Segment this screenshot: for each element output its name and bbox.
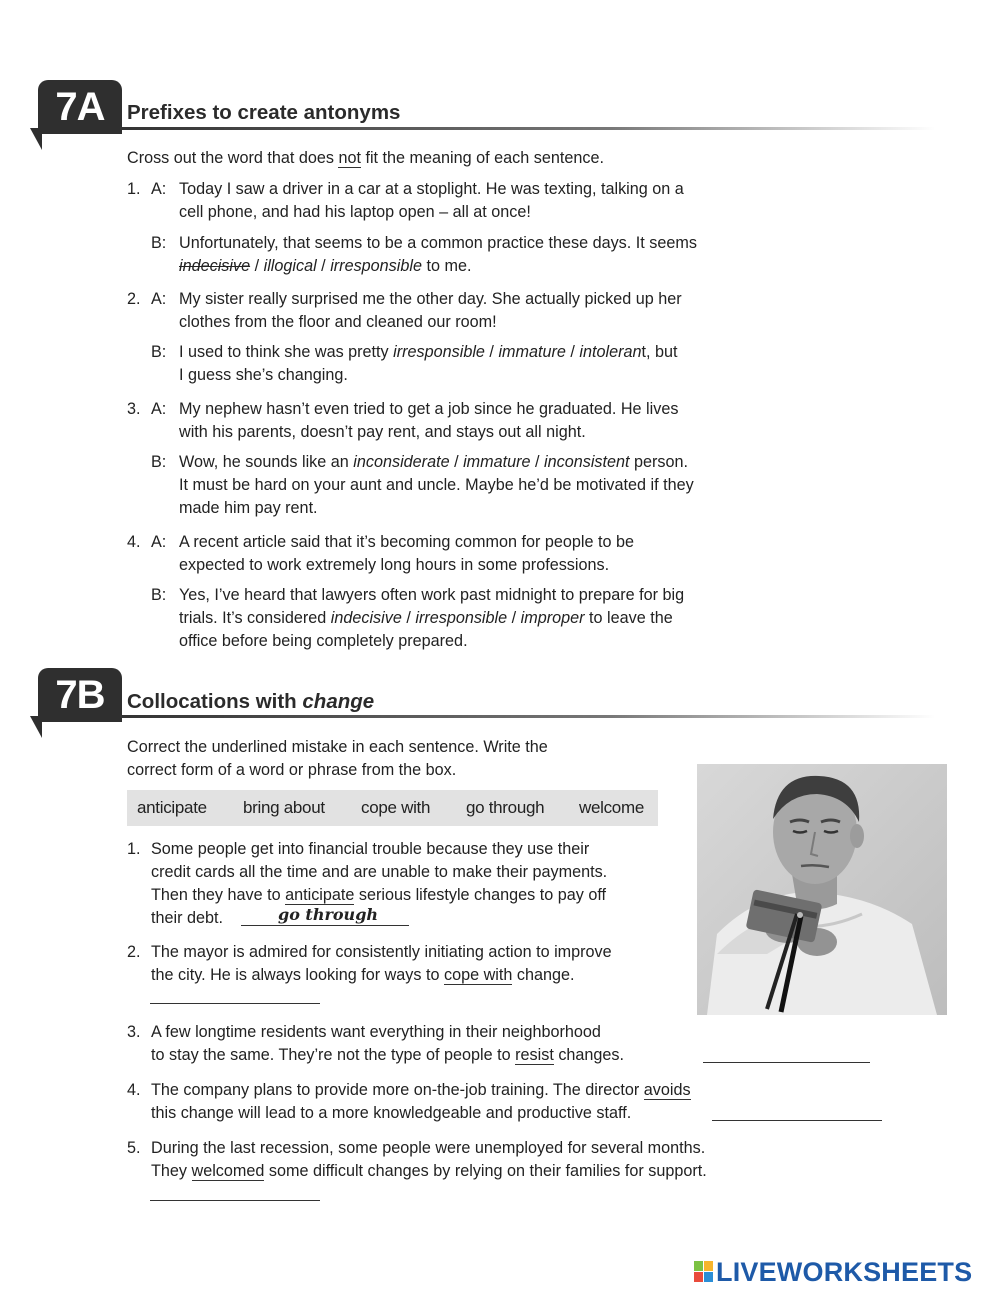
dialogue-line: indecisive / illogical / irresponsible to me. xyxy=(179,257,472,275)
section-title-7a: Prefixes to create antonyms xyxy=(127,101,401,124)
word-option[interactable]: irresponsible xyxy=(415,609,508,627)
item-number: 2. xyxy=(127,943,141,961)
item-number: 3. xyxy=(127,1023,141,1041)
word-option-crossed[interactable]: indecisive xyxy=(179,257,251,275)
underlined-word: not xyxy=(338,149,361,167)
dialogue-line: It must be hard on your aunt and uncle. Maybe he’d be motivated if they xyxy=(179,476,694,494)
dialogue-line: expected to work extremely long hours in some professions. xyxy=(179,556,610,574)
word-option[interactable]: illogical xyxy=(263,257,317,275)
dialogue-line: with his parents, doesn’t pay rent, and stays out all night. xyxy=(179,423,586,441)
word-option[interactable]: irresponsible xyxy=(393,343,485,361)
word-box-item: go through xyxy=(466,798,545,817)
speaker-label: B: xyxy=(151,234,167,252)
section-rule-7b xyxy=(120,715,935,718)
instruction-7b: Correct the underlined mistake in each sentence. Write the xyxy=(127,738,548,756)
dialogue-line: clothes from the floor and cleaned our room! xyxy=(179,313,497,331)
word-box-item: cope with xyxy=(361,798,431,817)
dialogue-line: A recent article said that it’s becoming common for people to be xyxy=(179,533,634,551)
section-tab-7a: 7A xyxy=(38,80,122,134)
speaker-label: A: xyxy=(151,400,167,418)
underlined-mistake: anticipate xyxy=(285,886,355,904)
word-box-item: anticipate xyxy=(137,798,207,817)
word-option[interactable]: immature xyxy=(498,343,566,361)
word-box xyxy=(127,790,658,826)
dialogue-line: My sister really surprised me the other day. She actually picked up her xyxy=(179,290,682,308)
dialogue-line: office before being completely prepared. xyxy=(179,632,468,650)
sentence-line: to stay the same. They’re not the type of people to resist changes. xyxy=(151,1046,625,1064)
speaker-label: A: xyxy=(151,533,167,551)
answer-blank-1[interactable] xyxy=(241,925,409,926)
dialogue-line: My nephew hasn’t even tried to get a job since he graduated. He lives xyxy=(179,400,679,418)
instruction-7a: Cross out the word that does not fit the meaning of each sentence. xyxy=(127,149,604,167)
sentence-line: the city. He is always looking for ways to cope with change. xyxy=(151,966,575,984)
sentence-line: The company plans to provide more on-the-job training. The director avoids xyxy=(151,1081,691,1099)
word-option[interactable]: improper xyxy=(520,609,585,627)
item-number: 5. xyxy=(127,1139,141,1157)
underlined-mistake: resist xyxy=(515,1046,554,1064)
logo-wordmark: LIVEWORKSHEETS xyxy=(716,1257,973,1287)
dialogue-line: trials. It’s considered indecisive / irresponsible / improper to leave the xyxy=(179,609,673,627)
item-number: 1. xyxy=(127,180,141,198)
dialogue-line: Today I saw a driver in a car at a stoplight. He was texting, talking on a xyxy=(179,180,684,198)
answer-blank-5[interactable] xyxy=(150,1200,320,1201)
word-box-item: bring about xyxy=(243,798,325,817)
dialogue-line: Yes, I’ve heard that lawyers often work past midnight to prepare for big xyxy=(179,586,685,604)
dialogue-line: I used to think she was pretty irresponsible / immature / intolerant, but xyxy=(179,343,678,361)
word-option[interactable]: inconsiderate xyxy=(353,453,450,471)
speaker-label: B: xyxy=(151,343,167,361)
sentence-line: this change will lead to a more knowledgeable and productive staff. xyxy=(151,1104,632,1122)
sentence-line: Then they have to anticipate serious lifestyle changes to pay off xyxy=(151,886,607,904)
tab-tail-decoration xyxy=(30,716,42,738)
section-title-7b: Collocations with change xyxy=(127,690,375,713)
dialogue-line: cell phone, and had his laptop open – all at once! xyxy=(179,203,531,221)
answer-blank-4[interactable] xyxy=(712,1120,882,1121)
underlined-mistake: avoids xyxy=(643,1081,691,1099)
word-option[interactable]: indecisive xyxy=(330,609,402,627)
sentence-line: credit cards all the time and are unable to make their payments. xyxy=(151,863,608,881)
sentence-line: The mayor is admired for consistently initiating action to improve xyxy=(151,943,612,961)
word-option[interactable]: inconsistent xyxy=(544,453,630,471)
answer-blank-3[interactable] xyxy=(703,1062,870,1063)
tab-tail-decoration xyxy=(30,128,42,150)
item-number: 3. xyxy=(127,400,141,418)
speaker-label: B: xyxy=(151,586,167,604)
dialogue-line: made him pay rent. xyxy=(179,499,318,517)
dialogue-line: Wow, he sounds like an inconsiderate / immature / inconsistent person. xyxy=(179,453,689,471)
word-option[interactable]: intoleran xyxy=(579,343,642,361)
sentence-line: A few longtime residents want everything in their neighborhood xyxy=(151,1023,601,1041)
dialogue-line: Unfortunately, that seems to be a common practice these days. It seems xyxy=(179,234,697,252)
dialogue-line: I guess she’s changing. xyxy=(179,366,348,384)
speaker-label: A: xyxy=(151,180,167,198)
speaker-label: B: xyxy=(151,453,167,471)
item-number: 4. xyxy=(127,1081,141,1099)
section-rule-7a xyxy=(120,127,935,130)
speaker-label: A: xyxy=(151,290,167,308)
word-option[interactable]: irresponsible xyxy=(330,257,422,275)
answer-blank-2[interactable] xyxy=(150,1003,320,1004)
item-number: 4. xyxy=(127,533,141,551)
sentence-line: Some people get into financial trouble because they use their xyxy=(151,840,590,858)
sentence-line: During the last recession, some people were unemployed for several months. xyxy=(151,1139,706,1157)
sentence-line: their debt. xyxy=(151,909,223,927)
answer-example: go through xyxy=(278,905,379,924)
instruction-7b: correct form of a word or phrase from the box. xyxy=(127,761,457,779)
item-number: 2. xyxy=(127,290,141,308)
liveworksheets-logo-icon xyxy=(694,1261,714,1283)
section-tab-7b: 7B xyxy=(38,668,122,722)
sentence-line: They welcomed some difficult changes by relying on their families for support. xyxy=(151,1162,707,1180)
word-option[interactable]: immature xyxy=(463,453,531,471)
underlined-mistake: welcomed xyxy=(191,1162,265,1180)
word-box-item: welcome xyxy=(579,798,644,817)
item-number: 1. xyxy=(127,840,141,858)
underlined-mistake: cope with xyxy=(444,966,513,984)
photo-man-cutting-credit-card xyxy=(697,764,947,1015)
